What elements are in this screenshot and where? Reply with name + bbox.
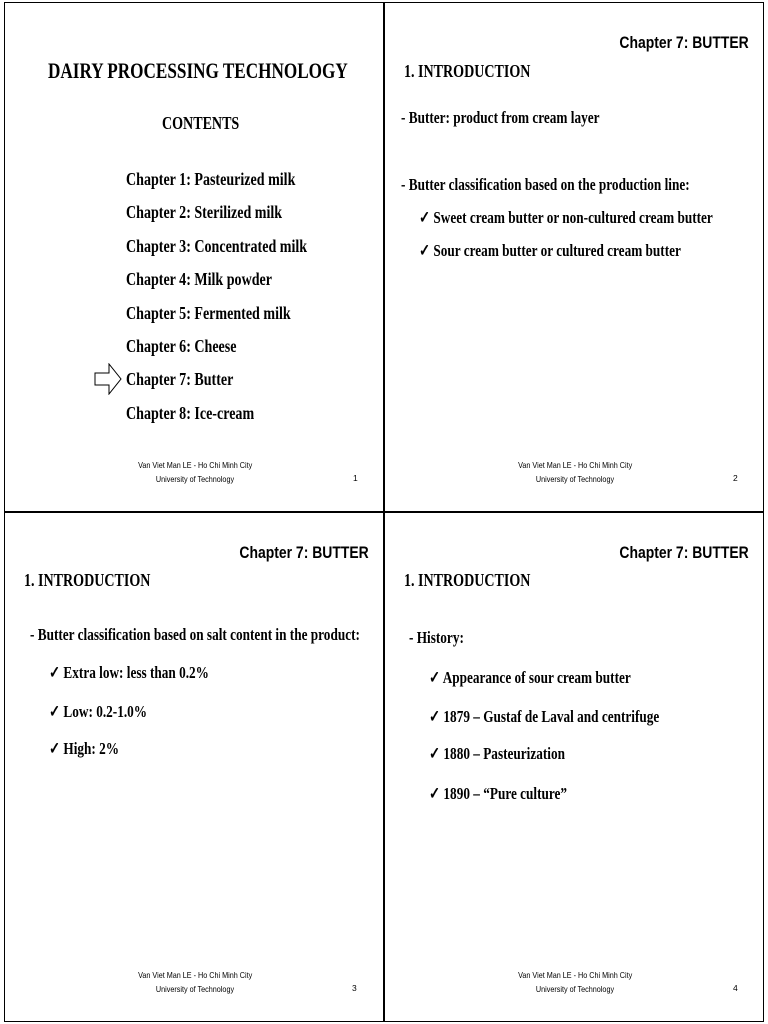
contents-heading: CONTENTS [162,113,240,133]
footer-author: Van Viet Man LE - Ho Chi Minh City [517,460,633,470]
slide-3 [5,513,383,1021]
slide-footer [115,458,275,486]
chapter-header: Chapter 7: BUTTER [239,543,369,562]
section-heading: 1. INTRODUCTION [404,61,531,81]
check-icon: ✓ [49,739,61,758]
check-item: ✓ 1880 – Pasteurization [429,744,565,763]
text-line: - Butter: product from cream layer [401,108,600,127]
footer-institution: University of Technology [155,984,235,994]
chapter-item: Chapter 1: Pasteurized milk [126,169,296,189]
section-heading: 1. INTRODUCTION [24,570,151,590]
check-item: ✓ High: 2% [49,739,120,758]
check-item: ✓ Sweet cream butter or non-cultured cream butter [419,208,713,227]
chapter-header: Chapter 7: BUTTER [619,543,749,562]
slide-footer [495,968,655,996]
check-item: ✓ 1890 – “Pure culture” [429,784,568,803]
slide-2 [385,3,763,511]
chapter-item: Chapter 6: Cheese [126,335,237,356]
text-line: - Butter classification based on salt content in the product: [30,625,360,644]
slide-footer [495,458,655,486]
chapter-item: Chapter 4: Milk powder [126,269,272,290]
footer-institution: University of Technology [535,474,615,484]
page-number: 3 [352,983,357,993]
check-icon: ✓ [429,668,441,687]
chapter-item: Chapter 2: Sterilized milk [126,202,283,223]
chapter-item: Chapter 8: Ice-cream [126,402,255,423]
slide-footer [115,968,275,996]
chapter-item: Chapter 7: Butter [126,369,234,390]
check-icon: ✓ [429,784,441,803]
chapter-item: Chapter 5: Fermented milk [126,302,291,323]
check-icon: ✓ [49,663,61,682]
right-arrow-icon [94,363,122,395]
page-number: 2 [733,473,738,483]
footer-author: Van Viet Man LE - Ho Chi Minh City [137,970,253,980]
chapter-item: Chapter 3: Concentrated milk [126,235,308,256]
check-icon: ✓ [49,702,61,721]
section-heading: 1. INTRODUCTION [404,570,531,590]
page-number: 4 [733,983,738,993]
text-line: - History: [409,628,464,647]
slide-1 [5,3,383,511]
footer-institution: University of Technology [155,474,235,484]
check-item: ✓ Low: 0.2-1.0% [49,702,148,721]
slide-title: DAIRY PROCESSING TECHNOLOGY [48,58,348,83]
check-icon: ✓ [419,208,431,227]
check-item: ✓ Sour cream butter or cultured cream butter [419,241,681,260]
page-number: 1 [353,473,358,483]
check-icon: ✓ [429,707,441,726]
check-item: ✓ Extra low: less than 0.2% [49,663,209,682]
chapter-header: Chapter 7: BUTTER [619,33,749,52]
check-item: ✓ Appearance of sour cream butter [429,668,631,687]
check-icon: ✓ [419,241,431,260]
footer-author: Van Viet Man LE - Ho Chi Minh City [517,970,633,980]
footer-institution: University of Technology [535,984,615,994]
footer-author: Van Viet Man LE - Ho Chi Minh City [137,460,253,470]
check-icon: ✓ [429,744,441,763]
slide-4 [385,513,763,1021]
check-item: ✓ 1879 – Gustaf de Laval and centrifuge [429,707,660,726]
text-line: - Butter classification based on the production line: [401,175,690,194]
chapter-list [126,166,358,433]
